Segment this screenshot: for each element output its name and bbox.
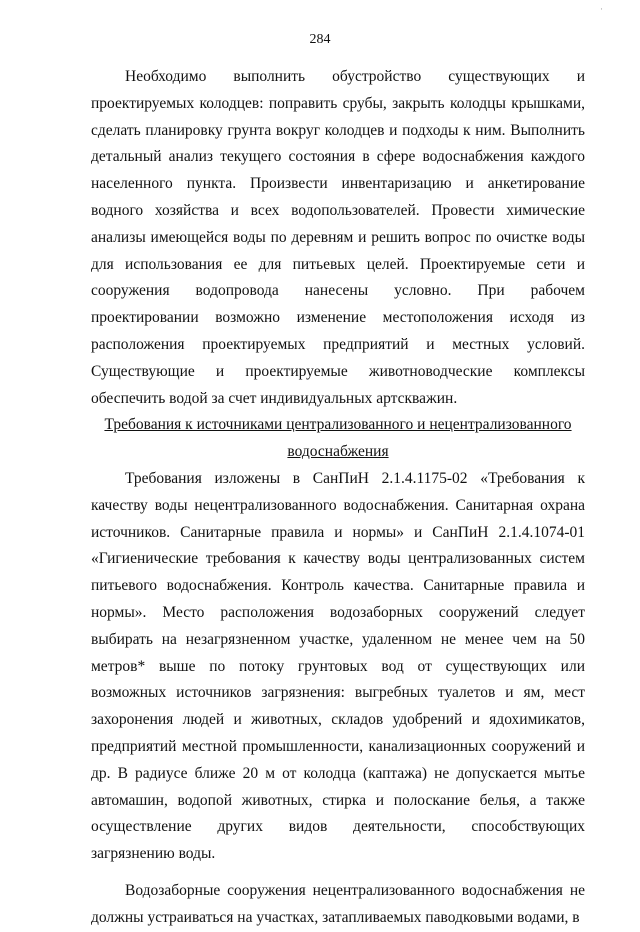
section-heading: Требования к источниками централизованного и нецентрализованного водоснабжения [104,416,572,461]
document-body [91,64,585,932]
paragraph-requirements: Требования изложены в СанПиН 2.1.4.1175-02 «Требования к качеству воды нецентрализованного водоснабжения. Санитарная охрана источников. Санитарные правила и нормы» и СанПиН 2.1.4.1074-01 «Гигиенические требования к качеству воды централизованных систем питьевого водоснабжения. Контроль качества. Санитарные правила и нормы». Место расположения водозаборных сооружений следует выбирать на незагрязненном участке, удаленном не менее чем на 50 метров* выше по потоку грунтовых вод от существующих или возможных источников загрязнения: выгребных туалетов и ям, мест захоронения людей и животных, складов удобрений и ядохимикатов, предприятий местной промышленности, канализационных сооружений и др. В радиусе ближе 20 м от колодца (каптажа) не допускается мытье автомашин, водопой животных, стирка и полоскание белья, а также осуществление других видов деятельности, способствующих загрязнению воды. [91,469,585,863]
scan-edge-mark: · [600,4,603,14]
page-number: 284 [309,32,331,47]
paragraph-water-intake: Водозаборные сооружения нецентрализованного водоснабжения не должны устраиваться на участках, затапливаемых паводковыми водами, в [91,881,585,926]
paragraph-spacer [91,868,585,878]
paragraph-wells: Необходимо выполнить обустройство существующих и проектируемых колодцев: поправить срубы, закрыть колодцы крышками, сделать планировку грунта вокруг колодцев и подходы к ним. Выполнить детальный анализ текущего состояния в сфере водоснабжения каждого населенного пункта. Произвести инвентаризацию и анкетирование водного хозяйства и всех водопользователей. Провести химические анализы имеющейся воды по деревням и решить вопрос по очистке воды для использования ее для питьевых целей. Проектируемые сети и сооружения водопровода нанесены условно. При рабочем проектировании возможно изменение местоположения исходя из расположения проектируемых предприятий и местных условий. Существующие и проектируемые животноводческие комплексы обеспечить водой за счет индивидуальных артскважин. [91,68,585,407]
